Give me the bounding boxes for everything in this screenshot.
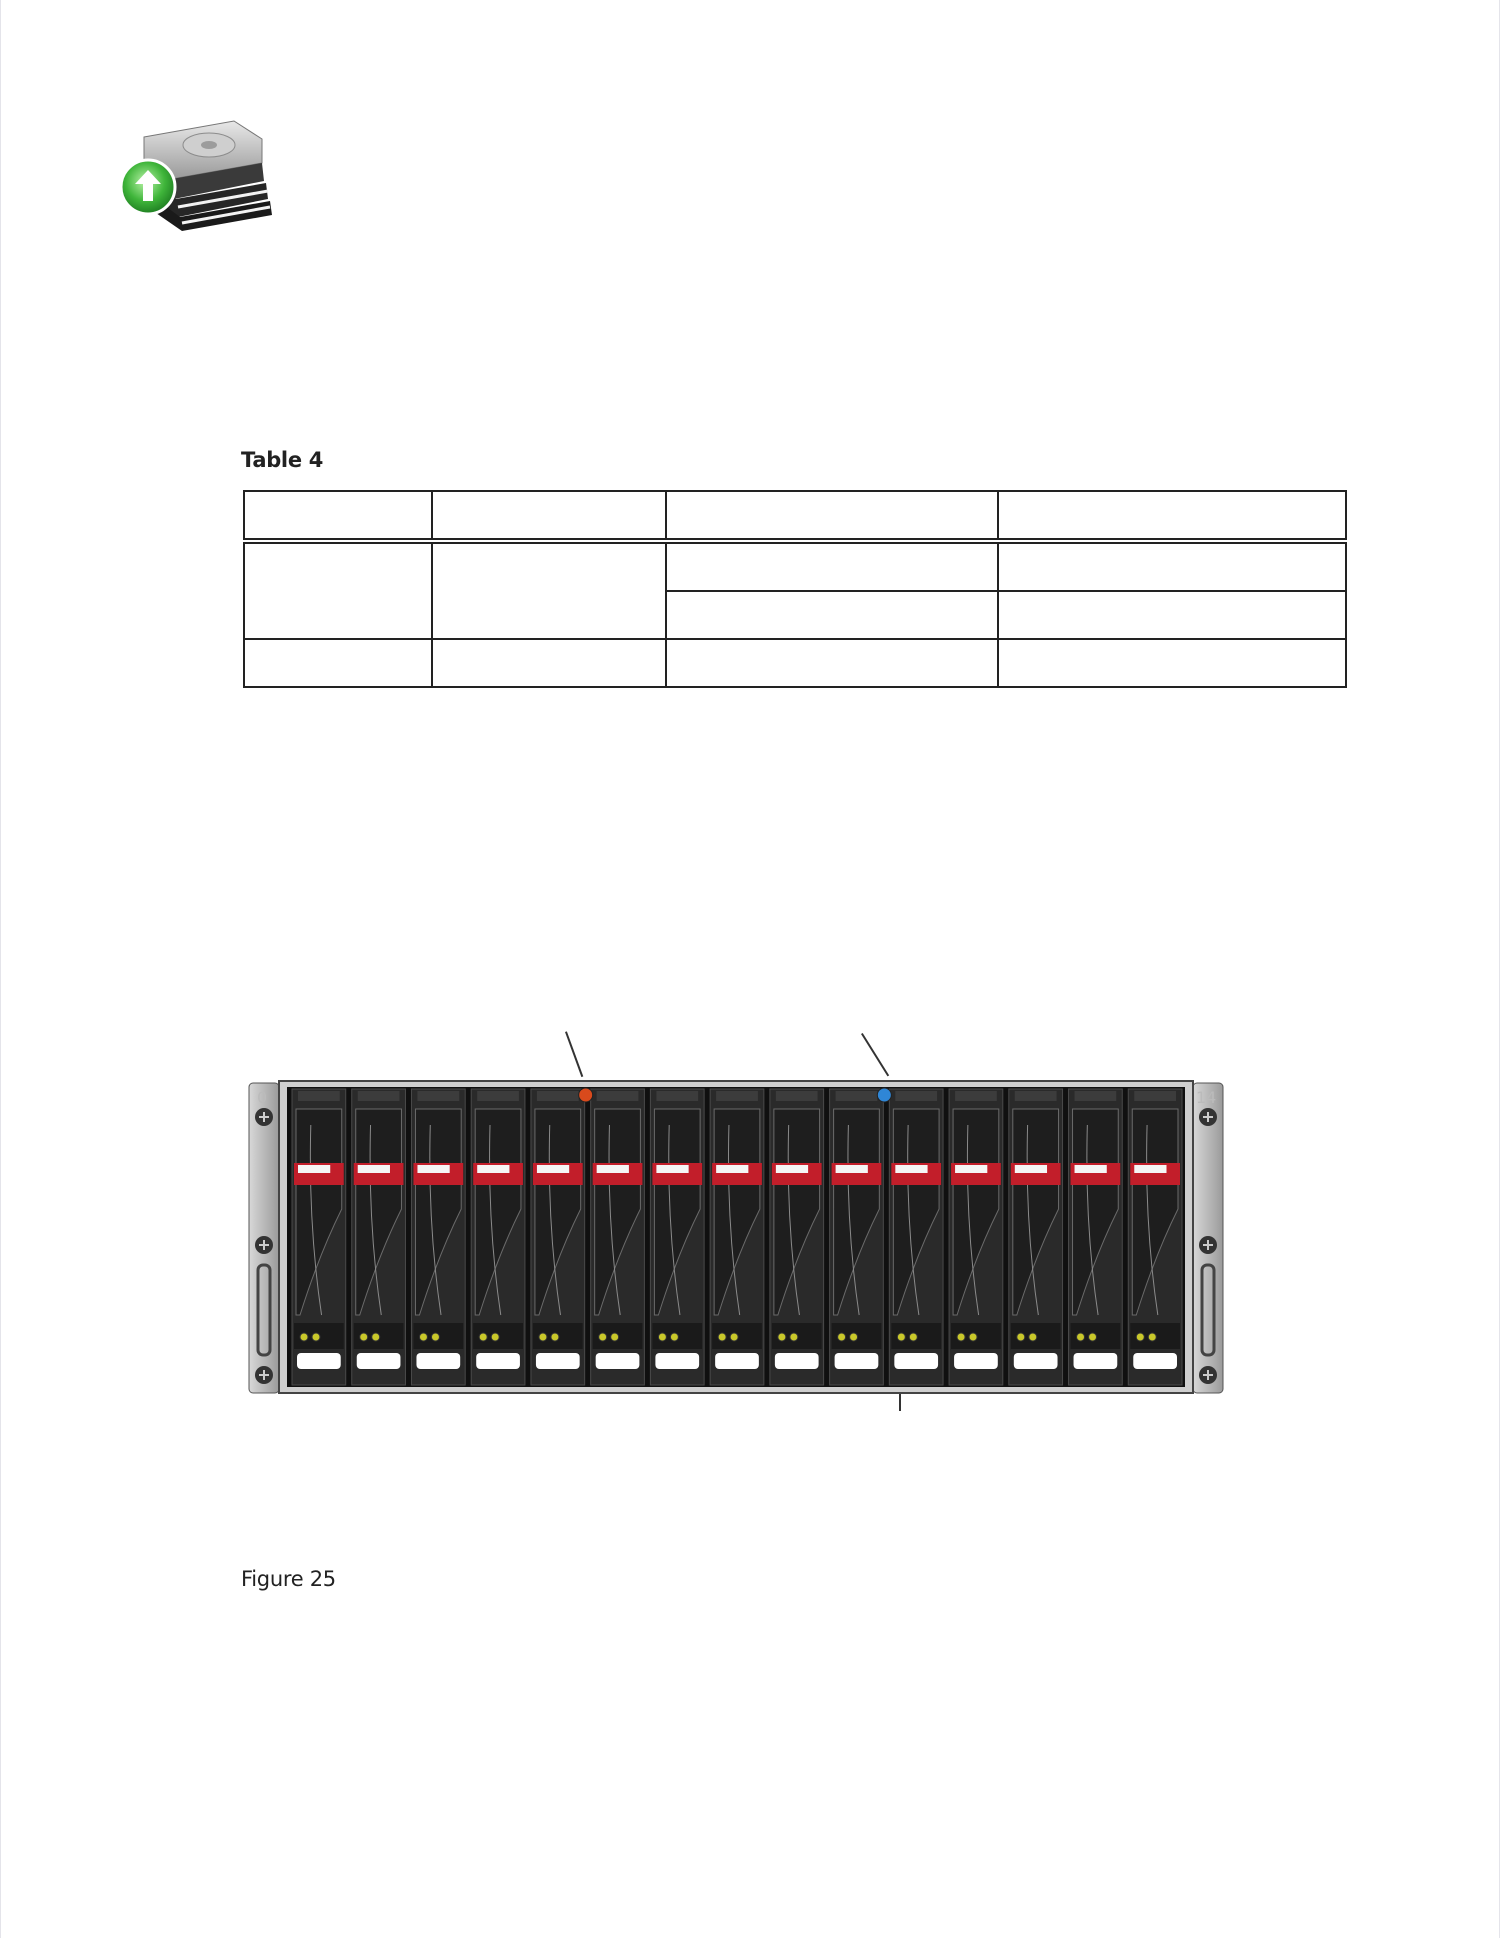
drive-slot	[710, 1089, 764, 1385]
drive-led	[957, 1333, 965, 1341]
drive-label	[894, 1353, 938, 1369]
drive-slot	[591, 1089, 645, 1385]
disk-enclosure-figure	[243, 1025, 1229, 1415]
slot-label-last: 14	[1196, 1088, 1217, 1107]
drive-slot	[531, 1089, 585, 1385]
table-cell	[666, 591, 998, 639]
drive-label	[1074, 1353, 1118, 1369]
drive-slot	[889, 1089, 943, 1385]
drive-led	[1089, 1333, 1097, 1341]
drive-led	[838, 1333, 846, 1341]
drive-slot	[1128, 1089, 1182, 1385]
drive-led	[599, 1333, 607, 1341]
drive-led	[897, 1333, 905, 1341]
drive-led	[718, 1333, 726, 1341]
drive-led	[778, 1333, 786, 1341]
drive-led	[360, 1333, 368, 1341]
drive-slot	[292, 1089, 346, 1385]
drive-slot	[830, 1089, 884, 1385]
table-row	[244, 639, 1346, 687]
drive-label	[954, 1353, 998, 1369]
drive-slot	[411, 1089, 465, 1385]
drive-led	[670, 1333, 678, 1341]
table-header-cell	[666, 491, 998, 541]
table-header-cell	[998, 491, 1346, 541]
table-cell	[666, 541, 998, 591]
drive-led	[300, 1333, 308, 1341]
drive-led	[1148, 1333, 1156, 1341]
drive-led	[850, 1333, 858, 1341]
drive-led	[431, 1333, 439, 1341]
drive-led	[551, 1333, 559, 1341]
hard-drive-upgrade-icon	[114, 115, 274, 235]
spec-table	[243, 490, 1347, 688]
drive-label	[536, 1353, 580, 1369]
table-row	[244, 541, 1346, 591]
drive-led	[1017, 1333, 1025, 1341]
drive-label	[1014, 1353, 1058, 1369]
drive-led	[611, 1333, 619, 1341]
power-led	[877, 1088, 891, 1102]
table-cell	[998, 591, 1346, 639]
figure-caption: Figure 25	[241, 1567, 336, 1591]
table-header-cell	[244, 491, 432, 541]
table-cell	[998, 639, 1346, 687]
slot-label-first: 0	[257, 1088, 268, 1107]
table-cell	[432, 541, 666, 639]
drive-led	[419, 1333, 427, 1341]
table-header-cell	[432, 491, 666, 541]
table-cell	[998, 541, 1346, 591]
drive-label	[297, 1353, 341, 1369]
drive-label	[476, 1353, 520, 1369]
drive-slot	[949, 1089, 1003, 1385]
fault-led	[579, 1088, 593, 1102]
drive-slot	[770, 1089, 824, 1385]
drive-label	[715, 1353, 759, 1369]
drive-slot	[471, 1089, 525, 1385]
drive-label	[655, 1353, 699, 1369]
table-cell	[244, 541, 432, 639]
drive-led	[1136, 1333, 1144, 1341]
drive-led	[1077, 1333, 1085, 1341]
drive-label	[416, 1353, 460, 1369]
drive-slot	[650, 1089, 704, 1385]
drive-label	[835, 1353, 879, 1369]
drive-led	[479, 1333, 487, 1341]
table-caption: Table 4	[241, 448, 324, 472]
drive-led	[790, 1333, 798, 1341]
table-cell	[666, 639, 998, 687]
drive-label	[775, 1353, 819, 1369]
drive-led	[491, 1333, 499, 1341]
drive-led	[312, 1333, 320, 1341]
drive-label	[357, 1353, 401, 1369]
table-header-row	[244, 491, 1346, 541]
table-cell	[244, 639, 432, 687]
drive-led	[1029, 1333, 1037, 1341]
drive-led	[539, 1333, 547, 1341]
drive-slot	[1069, 1089, 1123, 1385]
drive-led	[372, 1333, 380, 1341]
drive-label	[596, 1353, 640, 1369]
drive-slot	[1009, 1089, 1063, 1385]
table-cell	[432, 639, 666, 687]
drive-label	[1133, 1353, 1177, 1369]
drive-slot	[352, 1089, 406, 1385]
drive-led	[730, 1333, 738, 1341]
drive-led	[969, 1333, 977, 1341]
drive-led	[909, 1333, 917, 1341]
drive-led	[658, 1333, 666, 1341]
